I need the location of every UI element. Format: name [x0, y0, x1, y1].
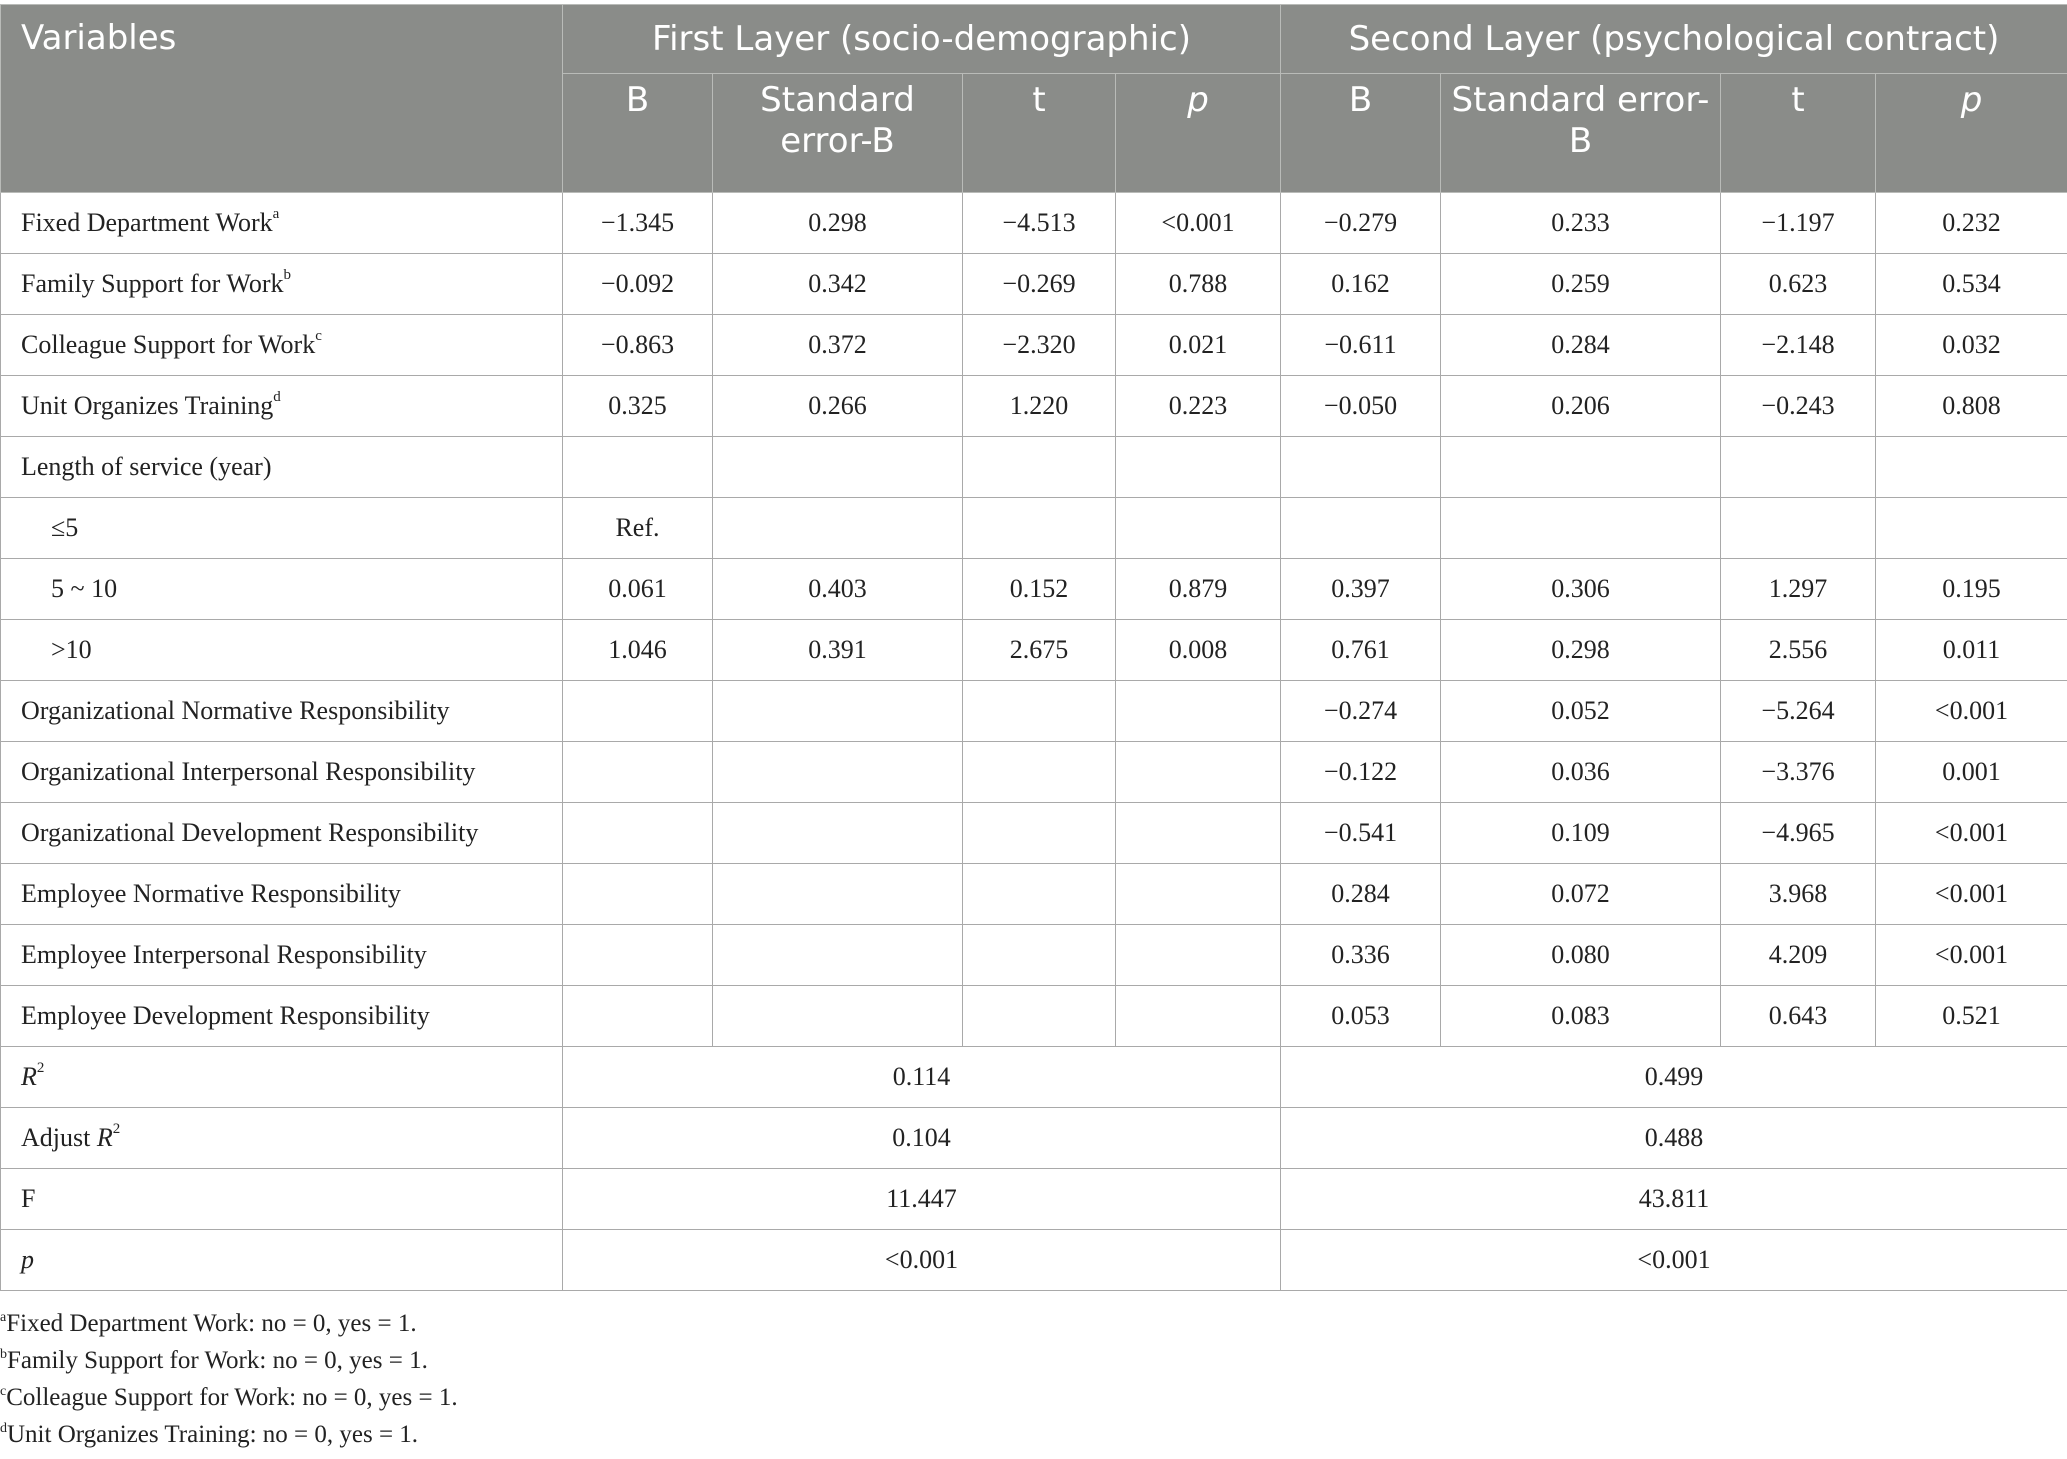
table-cell: −0.863: [563, 315, 713, 376]
row-label-text: Employee Normative Responsibility: [21, 879, 401, 908]
footnote-text: Fixed Department Work: no = 0, yes = 1.: [6, 1310, 417, 1337]
table-cell: 4.209: [1721, 925, 1876, 986]
row-label-text: Organizational Interpersonal Responsibility: [21, 757, 476, 786]
table-row: [1, 620, 2067, 681]
table-cell: 0.001: [1876, 742, 2067, 803]
first-layer-header: First Layer (socio-demographic): [563, 5, 1281, 74]
col-header-p: p: [1876, 74, 2067, 193]
table-cell: −0.269: [963, 254, 1116, 315]
summary-row: [1, 1169, 2067, 1230]
row-label-text: Unit Organizes Training: [21, 391, 274, 420]
col-header-se: Standard error-B: [1441, 74, 1721, 193]
table-cell: [1116, 986, 1281, 1047]
table-cell: [563, 925, 713, 986]
table-cell: [963, 986, 1116, 1047]
table-cell: [713, 864, 963, 925]
row-label-text: >10: [51, 635, 92, 664]
table-cell: [1116, 437, 1281, 498]
summary-label: [1, 1108, 563, 1169]
table-cell: [1721, 437, 1876, 498]
table-header: [1, 5, 2067, 193]
row-label-text: ≤5: [51, 513, 79, 542]
row-label: [1, 437, 563, 498]
table-cell: [1441, 498, 1721, 559]
summary-second-layer: <0.001: [1281, 1230, 2067, 1291]
footnote-text: Colleague Support for Work: no = 0, yes = 1.: [6, 1384, 458, 1411]
table-cell: 0.011: [1876, 620, 2067, 681]
table-cell: 0.206: [1441, 376, 1721, 437]
table-cell: [563, 437, 713, 498]
footnote-marker: c: [0, 1383, 7, 1399]
table-cell: 0.052: [1441, 681, 1721, 742]
table-cell: [963, 437, 1116, 498]
row-label-text: Family Support for Work: [21, 269, 284, 298]
footnote-marker: b: [283, 267, 291, 284]
table-cell: 0.643: [1721, 986, 1876, 1047]
footnote-marker: a: [0, 1309, 7, 1325]
table-cell: [713, 803, 963, 864]
row-label: [1, 498, 563, 559]
table-row: [1, 803, 2067, 864]
footnote-marker: d: [273, 389, 281, 406]
table-cell: −4.513: [963, 193, 1116, 254]
table-cell: 0.080: [1441, 925, 1721, 986]
table-cell: 1.297: [1721, 559, 1876, 620]
regression-table: [0, 4, 2067, 1291]
table-cell: 0.342: [713, 254, 963, 315]
table-cell: 0.162: [1281, 254, 1441, 315]
table-cell: 1.220: [963, 376, 1116, 437]
summary-row: [1, 1230, 2067, 1291]
footnote: [0, 1379, 458, 1416]
table-cell: −2.148: [1721, 315, 1876, 376]
footnote-marker: c: [315, 328, 322, 345]
table-cell: [1281, 498, 1441, 559]
table-cell: 0.053: [1281, 986, 1441, 1047]
superscript: 2: [112, 1121, 121, 1138]
table-cell: [1116, 925, 1281, 986]
row-label: [1, 925, 563, 986]
table-row: [1, 437, 2067, 498]
table-cell: 3.968: [1721, 864, 1876, 925]
table-cell: [563, 681, 713, 742]
footnote: [0, 1342, 458, 1379]
col-header-b: B: [563, 74, 713, 193]
table-cell: −0.541: [1281, 803, 1441, 864]
footnote-marker: d: [0, 1420, 7, 1436]
summary-label-text: R: [96, 1123, 113, 1152]
table-row: [1, 559, 2067, 620]
table-cell: [1116, 742, 1281, 803]
table-cell: [963, 742, 1116, 803]
col-header-t: t: [1721, 74, 1876, 193]
table-cell: [963, 864, 1116, 925]
row-label: [1, 681, 563, 742]
footnote: [0, 1416, 458, 1453]
table-row: [1, 925, 2067, 986]
table-cell: 0.325: [563, 376, 713, 437]
table-cell: 0.021: [1116, 315, 1281, 376]
table-cell: −0.611: [1281, 315, 1441, 376]
table-cell: 0.306: [1441, 559, 1721, 620]
footnote-marker: b: [0, 1346, 7, 1362]
table-cell: 0.521: [1876, 986, 2067, 1047]
table-cell: −3.376: [1721, 742, 1876, 803]
variables-header: Variables: [1, 5, 563, 193]
table-cell: 2.556: [1721, 620, 1876, 681]
row-label: [1, 315, 563, 376]
table-cell: 0.284: [1441, 315, 1721, 376]
table-cell: 0.788: [1116, 254, 1281, 315]
table-row: [1, 681, 2067, 742]
summary-row: [1, 1108, 2067, 1169]
table-cell: 0.008: [1116, 620, 1281, 681]
table-cell: −0.122: [1281, 742, 1441, 803]
table-cell: 0.623: [1721, 254, 1876, 315]
table-row: [1, 315, 2067, 376]
table-cell: −2.320: [963, 315, 1116, 376]
table-row: [1, 742, 2067, 803]
table-cell: −0.243: [1721, 376, 1876, 437]
table-row: [1, 498, 2067, 559]
table-cell: [563, 803, 713, 864]
summary-label: [1, 1230, 563, 1291]
table-cell: [963, 803, 1116, 864]
table-cell: 0.336: [1281, 925, 1441, 986]
summary-row: [1, 1047, 2067, 1108]
table-cell: 0.152: [963, 559, 1116, 620]
row-label: [1, 803, 563, 864]
row-label-text: Employee Interpersonal Responsibility: [21, 940, 427, 969]
table-cell: −0.274: [1281, 681, 1441, 742]
table-cell: [1721, 498, 1876, 559]
table-cell: [713, 925, 963, 986]
summary-label: [1, 1169, 563, 1230]
summary-second-layer: 0.488: [1281, 1108, 2067, 1169]
row-label-text: Employee Development Responsibility: [21, 1001, 430, 1030]
footnote-text: Unit Organizes Training: no = 0, yes = 1.: [7, 1421, 419, 1448]
table-cell: 0.372: [713, 315, 963, 376]
table-cell: 0.397: [1281, 559, 1441, 620]
table-row: [1, 864, 2067, 925]
footnote-marker: a: [272, 206, 280, 223]
row-label: [1, 986, 563, 1047]
table-cell: −1.197: [1721, 193, 1876, 254]
table-cell: −5.264: [1721, 681, 1876, 742]
table-cell: −0.092: [563, 254, 713, 315]
summary-first-layer: <0.001: [563, 1230, 1281, 1291]
summary-label: [1, 1047, 563, 1108]
row-label: [1, 864, 563, 925]
table-row: [1, 193, 2067, 254]
table-cell: [1116, 681, 1281, 742]
row-label: [1, 559, 563, 620]
table-cell: 0.298: [1441, 620, 1721, 681]
table-cell: [563, 742, 713, 803]
col-header-t: t: [963, 74, 1116, 193]
table-cell: <0.001: [1876, 925, 2067, 986]
footnote: [0, 1305, 458, 1342]
summary-label-prefix: Adjust: [21, 1123, 97, 1152]
table-cell: −0.050: [1281, 376, 1441, 437]
table-cell: 0.233: [1441, 193, 1721, 254]
footnote-text: Family Support for Work: no = 0, yes = 1.: [7, 1347, 428, 1374]
table-cell: [1876, 498, 2067, 559]
table-cell: 0.109: [1441, 803, 1721, 864]
table-footnotes: [0, 1305, 458, 1453]
table-cell: [1281, 437, 1441, 498]
table-cell: <0.001: [1876, 864, 2067, 925]
table-cell: 0.266: [713, 376, 963, 437]
table-cell: [963, 681, 1116, 742]
second-layer-header: Second Layer (psychological contract): [1281, 5, 2067, 74]
row-label: [1, 620, 563, 681]
table-cell: [1441, 437, 1721, 498]
summary-second-layer: 0.499: [1281, 1047, 2067, 1108]
table-cell: 0.403: [713, 559, 963, 620]
row-label-text: Colleague Support for Work: [21, 330, 316, 359]
table-cell: [1876, 437, 2067, 498]
table-cell: 0.032: [1876, 315, 2067, 376]
table-cell: [1116, 498, 1281, 559]
table-cell: 0.195: [1876, 559, 2067, 620]
table-cell: 2.675: [963, 620, 1116, 681]
table-cell: 0.298: [713, 193, 963, 254]
table-cell: [713, 681, 963, 742]
table-cell: [963, 498, 1116, 559]
summary-first-layer: 0.104: [563, 1108, 1281, 1169]
table-cell: [713, 498, 963, 559]
table-cell: [563, 986, 713, 1047]
summary-first-layer: 0.114: [563, 1047, 1281, 1108]
table-cell: −0.279: [1281, 193, 1441, 254]
table-cell: 0.259: [1441, 254, 1721, 315]
table-cell: [1116, 803, 1281, 864]
summary-label-text: F: [21, 1184, 36, 1213]
table-row: [1, 986, 2067, 1047]
table-cell: 0.036: [1441, 742, 1721, 803]
summary-second-layer: 43.811: [1281, 1169, 2067, 1230]
table-row: [1, 254, 2067, 315]
table-cell: [563, 864, 713, 925]
table-cell: Ref.: [563, 498, 713, 559]
superscript: 2: [36, 1060, 45, 1077]
col-header-p: p: [1116, 74, 1281, 193]
summary-label-text: p: [21, 1245, 34, 1274]
table-cell: [713, 986, 963, 1047]
table-cell: 0.534: [1876, 254, 2067, 315]
row-label-text: Organizational Normative Responsibility: [21, 696, 450, 725]
row-label-text: Length of service (year): [21, 452, 272, 481]
row-label: [1, 254, 563, 315]
row-label: [1, 193, 563, 254]
table-cell: 0.083: [1441, 986, 1721, 1047]
table-cell: [713, 437, 963, 498]
table-cell: 0.072: [1441, 864, 1721, 925]
table-cell: 0.232: [1876, 193, 2067, 254]
table-cell: <0.001: [1876, 803, 2067, 864]
table-cell: 0.391: [713, 620, 963, 681]
table-cell: [963, 925, 1116, 986]
col-header-b: B: [1281, 74, 1441, 193]
table-cell: 0.223: [1116, 376, 1281, 437]
table-cell: 0.808: [1876, 376, 2067, 437]
table-cell: <0.001: [1876, 681, 2067, 742]
col-header-se: Standard error-B: [713, 74, 963, 193]
row-label: [1, 742, 563, 803]
table-cell: 0.284: [1281, 864, 1441, 925]
table-cell: <0.001: [1116, 193, 1281, 254]
table-row: [1, 376, 2067, 437]
row-label: [1, 376, 563, 437]
table-cell: [713, 742, 963, 803]
table-body: [1, 193, 2067, 1291]
summary-label-text: R: [21, 1062, 37, 1091]
table-cell: 0.879: [1116, 559, 1281, 620]
table-cell: [1116, 864, 1281, 925]
table-cell: 0.061: [563, 559, 713, 620]
table-cell: 0.761: [1281, 620, 1441, 681]
row-label-text: Organizational Development Responsibility: [21, 818, 479, 847]
row-label-text: 5 ~ 10: [51, 574, 118, 603]
row-label-text: Fixed Department Work: [21, 208, 273, 237]
table-cell: 1.046: [563, 620, 713, 681]
table-cell: −4.965: [1721, 803, 1876, 864]
table-cell: −1.345: [563, 193, 713, 254]
summary-first-layer: 11.447: [563, 1169, 1281, 1230]
